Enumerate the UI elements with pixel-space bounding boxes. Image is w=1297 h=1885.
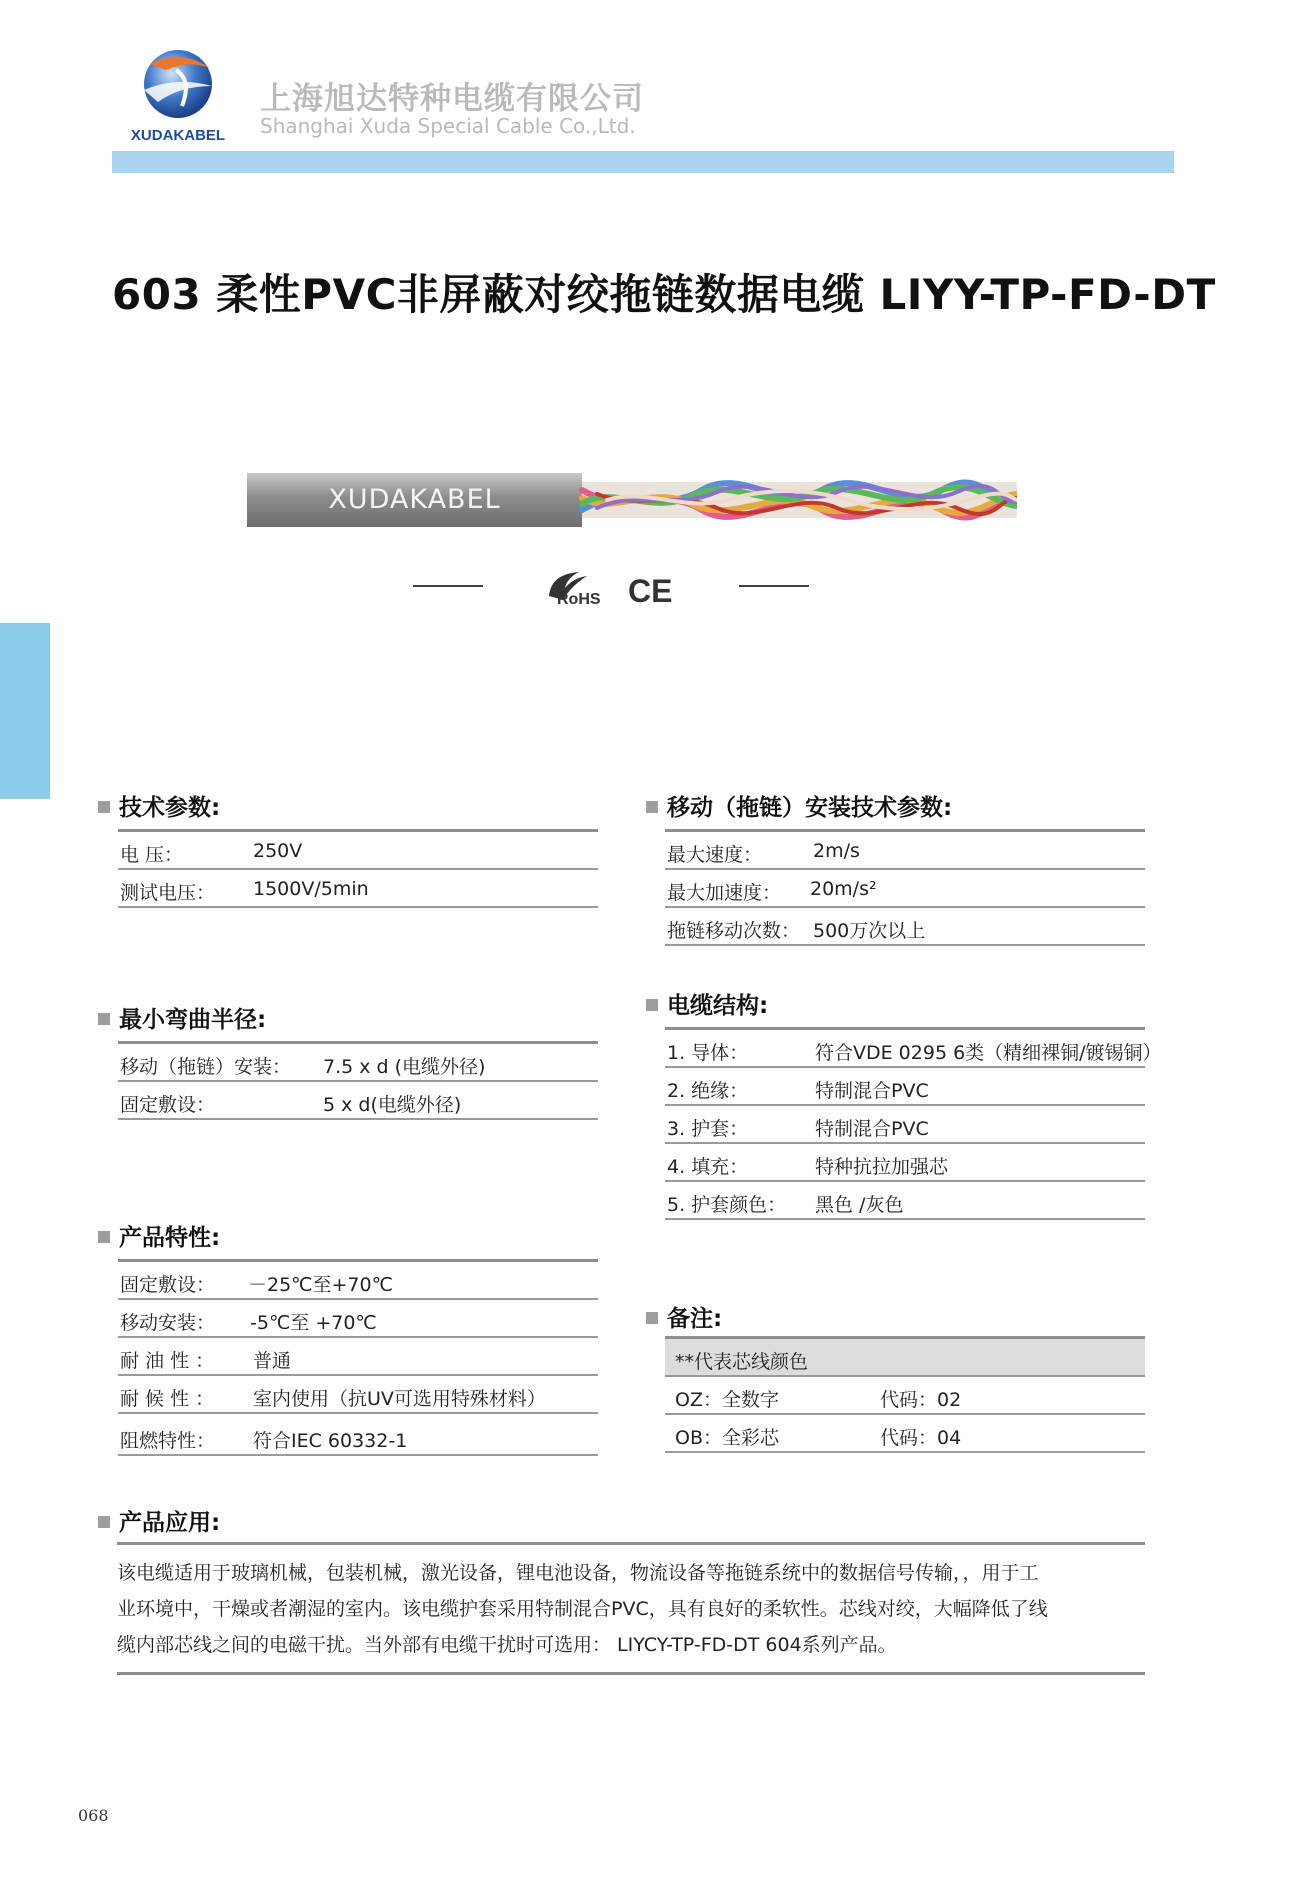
table-row: 移动（拖链）安装： 7.5 x d (电缆外径) [118,1044,598,1082]
structure-table [665,1027,1162,1220]
bullet-square-icon [98,801,110,813]
company-name-cn: 上海旭达特种电缆有限公司 [260,81,644,117]
table-row: 最大加速度： 20m/s² [665,870,1145,908]
application-top-rule [117,1542,1145,1545]
table-row: 最大速度： 2m/s [665,832,1145,870]
application-line: 业环境中，干燥或者潮湿的室内。该电缆护套采用特制混合PVC，具有良好的柔软性。芯线对绞，大幅降低了线 [117,1598,1048,1620]
bullet-square-icon [646,999,658,1011]
ce-icon [628,572,678,608]
section-application-heading: 产品应用: [98,1504,220,1537]
notes-table [665,1336,1145,1453]
table-row: 3. 护套： 特制混合PVC [665,1106,1145,1144]
company-name-en: Shanghai Xuda Special Cable Co.,Ltd. [260,114,636,138]
section-tech-params-heading: 技术参数: [98,789,220,822]
header-accent-bar [112,151,1174,173]
table-row: 移动安装： -5℃至 +70℃ [118,1300,598,1338]
table-row: 耐 油 性 ： 普通 [118,1338,598,1376]
table-row: 测试电压： 1500V/5min [118,870,598,908]
side-tab-marker [0,623,50,799]
drag-chain-table [665,829,1145,946]
company-logo [118,46,238,146]
table-row: 拖链移动次数： 500万次以上 [665,908,1145,946]
section-features-heading: 产品特性: [98,1219,220,1252]
table-row: OZ：全数字 代码：02 [665,1377,1145,1415]
ce-label: CE [628,573,673,608]
page-number: 068 [78,1806,109,1825]
table-row: 5. 护套颜色： 黑色 /灰色 [665,1182,1145,1220]
logo-text: XUDAKABEL [130,127,226,144]
section-structure-heading: 电缆结构: [646,987,768,1020]
tech-params-table [118,829,598,908]
application-paragraph [117,1555,1137,1663]
table-row: 电 压： 250V [118,832,598,870]
table-row: 2. 绝缘： 特制混合PVC [665,1068,1145,1106]
bend-radius-table [118,1041,598,1120]
rohs-icon [543,566,613,610]
table-row: 1. 导体： 符合VDE 0295 6类（精细裸铜/镀锡铜） [665,1030,1145,1068]
table-row: 耐 候 性 ： 室内使用（抗UV可选用特殊材料） [118,1376,598,1414]
divider-left [413,585,483,587]
bullet-square-icon [98,1231,110,1243]
table-row: OB：全彩芯 代码：04 [665,1415,1145,1453]
table-row: 固定敷设： 5 x d(电缆外径) [118,1082,598,1120]
table-row: 4. 填充： 特种抗拉加强芯 [665,1144,1145,1182]
features-table [118,1259,598,1456]
section-drag-chain-heading: 移动（拖链）安装技术参数: [646,789,952,822]
bullet-square-icon [646,1312,658,1324]
application-line: 该电缆适用于玻璃机械，包装机械，激光设备，锂电池设备，物流设备等拖链系统中的数据信号传输，，用于工 [117,1562,1039,1584]
bullet-square-icon [98,1516,110,1528]
application-bottom-rule [117,1672,1145,1675]
cable-jacket-print: XUDAKABEL [328,484,501,515]
section-bend-radius-heading: 最小弯曲半径: [98,1001,266,1034]
bullet-square-icon [98,1013,110,1025]
section-notes-heading: 备注: [646,1300,722,1333]
table-row: 阻燃特性： 符合IEC 60332-1 [118,1414,598,1456]
table-row: 固定敷设： －25℃至+70℃ [118,1262,598,1300]
table-header-row: **代表芯线颜色 [665,1339,1145,1377]
rohs-label: RoHS [557,591,601,608]
product-title: 603 柔性PVC非屏蔽对绞拖链数据电缆 LIYY-TP-FD-DT [112,270,1216,319]
application-line: 缆内部芯线之间的电磁干扰。当外部有电缆干扰时可选用： LIYCY-TP-FD-DT 604系列产品。 [117,1634,897,1656]
divider-right [739,585,809,587]
bullet-square-icon [646,801,658,813]
